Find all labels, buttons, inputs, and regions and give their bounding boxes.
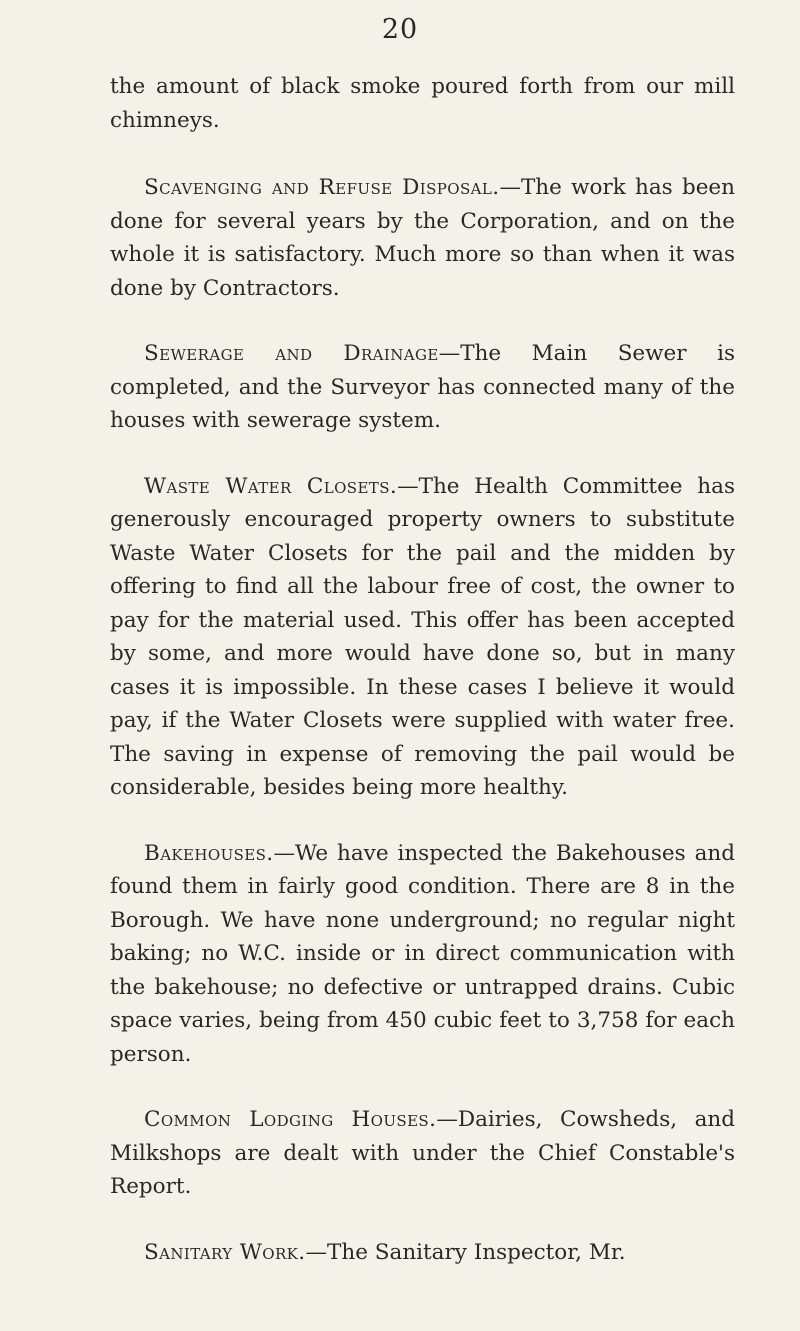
paragraph-lodging-houses (110, 1103, 735, 1204)
section-text-sanitary-work: —The Sanitary Inspector, Mr. (305, 1239, 626, 1265)
page-number: 20 (381, 14, 419, 45)
section-heading-scavenging: Scavenging and Refuse Disposal. (144, 175, 500, 200)
paragraph-bakehouses (110, 837, 735, 1072)
paragraph-sewerage (110, 337, 735, 438)
section-heading-lodging-houses: Common Lodging Houses. (144, 1107, 437, 1132)
section-heading-waste-water-closets: Waste Water Closets. (144, 473, 398, 499)
section-text-waste-water-closets: —The Health Committee has generously encouraged property owners to substitute Waste Water Closets for the pail and the midden by offering to find all the labour free of cost, the owner to pay for the material used. This offer has been accepted by some, and more would have done so, but in many cases it is impossible. In these cases I believe it would pay, if the Water Closets were supplied with water free. The saving in expense of removing the pail would be considerable, besides being more healthy. (110, 473, 735, 800)
section-text-lodging-houses: —Dairies, Cowsheds, and Milkshops are dealt with under the Chief Constable's Report. (110, 1107, 735, 1199)
body-text (110, 70, 735, 1301)
paragraph-waste-water-closets (110, 470, 735, 805)
paragraph-scavenging (110, 171, 735, 305)
section-heading-sewerage: Sewerage and Drainage (144, 341, 439, 366)
continuation-paragraph: the amount of black smoke poured forth from our mill chimneys. (110, 74, 735, 133)
section-text-bakehouses: —We have inspected the Bakehouses and found them in fairly good condition. There are 8 in the Borough. We have none underground; no regular night baking; no W.C. inside or in direct communication with the bakehouse; no defective or untrapped drains. Cubic space varies, being from 450 cubic feet to 3,758 for each person. (110, 840, 735, 1067)
section-heading-bakehouses: Bakehouses. (144, 840, 274, 866)
section-text-scavenging: —The work has been done for several years by the Corporation, and on the whole it is satisfactory. Much more so than when it was done by Contractors. (110, 175, 736, 301)
paragraph-sanitary-work (110, 1236, 735, 1270)
section-text-sewerage: —The Main Sewer is completed, and the Surveyor has connected many of the houses with sewerage system. (110, 341, 735, 433)
section-heading-sanitary-work: Sanitary Work. (144, 1239, 306, 1265)
